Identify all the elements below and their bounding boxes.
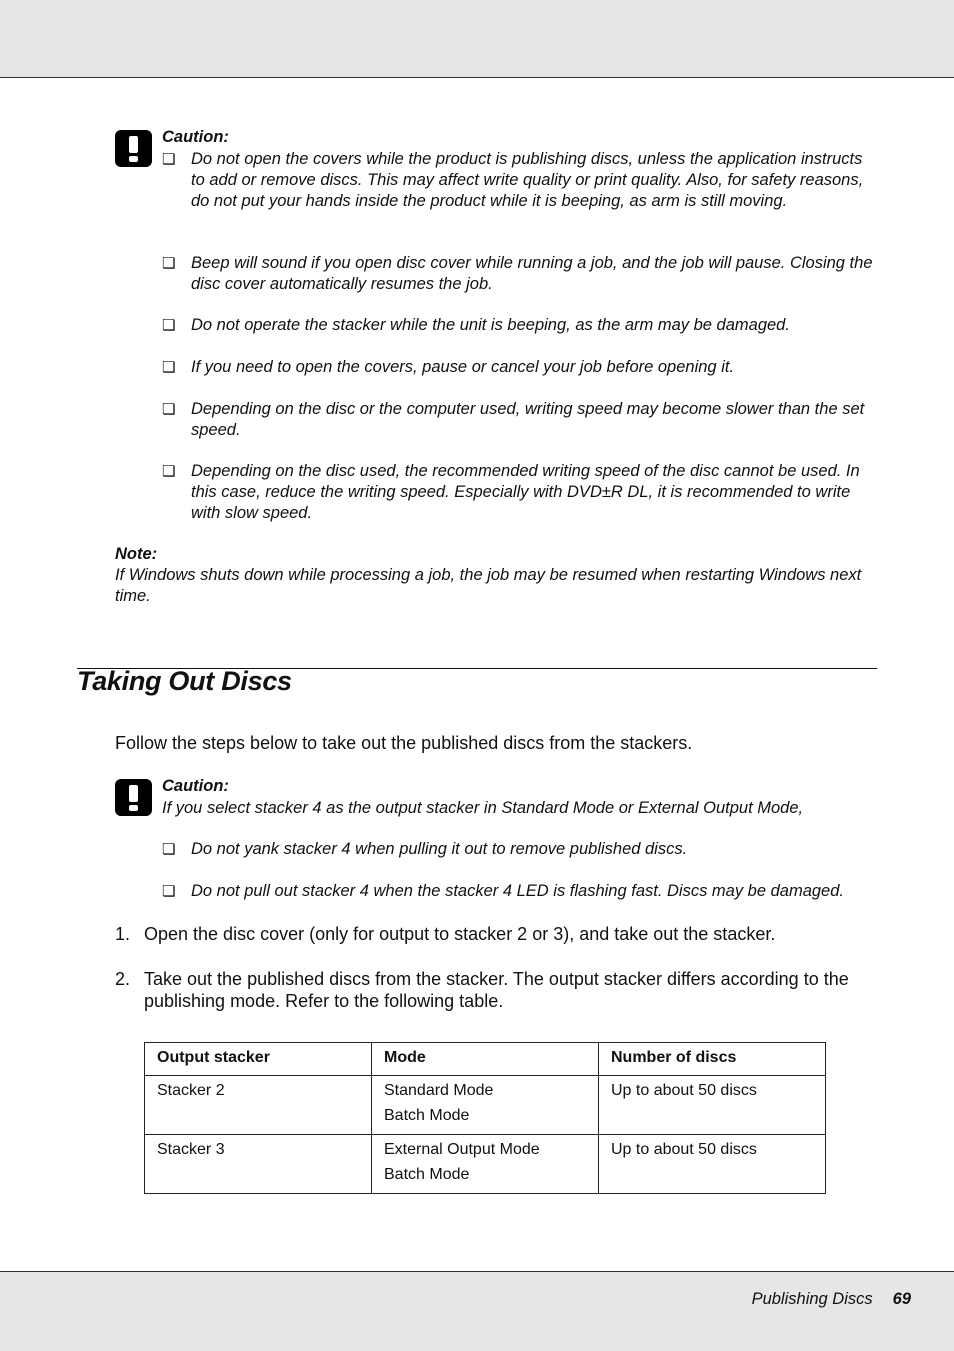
checkbox-bullet-icon: ❏ (162, 359, 176, 376)
column-header: Mode (372, 1043, 599, 1076)
column-header: Output stacker (145, 1043, 372, 1076)
checkbox-bullet-icon: ❏ (162, 255, 176, 272)
step-item: 1. Open the disc cover (only for output to stacker 2 or 3), and take out the stacker. (115, 924, 776, 944)
footer-band (0, 1271, 954, 1351)
caution-label: Caution: (162, 128, 229, 146)
list-item: ❏ If you need to open the covers, pause or cancel your job before opening it. (162, 358, 735, 376)
output-stacker-table (144, 1042, 826, 1194)
list-item: ❏ Depending on the disc or the computer used, writing speed may become slower than the set speed. (162, 400, 865, 439)
checkbox-bullet-icon: ❏ (162, 463, 176, 480)
list-item: ❏ Do not operate the stacker while the unit is beeping, as the arm may be damaged. (162, 316, 790, 334)
page-number: 69 (892, 1290, 911, 1308)
table-cell: Up to about 50 discs (599, 1076, 826, 1135)
caution-text: If you select stacker 4 as the output stacker in Standard Mode or External Output Mode, (162, 799, 804, 817)
header-band (0, 0, 954, 78)
table-cell: Stacker 3 (145, 1135, 372, 1194)
list-item: ❏ Beep will sound if you open disc cover while running a job, and the job will pause. Closing the disc cover automatically resumes the job. (162, 254, 873, 293)
list-item: ❏ Do not yank stacker 4 when pulling it out to remove published discs. (162, 840, 688, 858)
list-item: ❏ Depending on the disc used, the recommended writing speed of the disc cannot be used. In this case, reduce the writing speed. Especially with DVD±R DL, it is recommended to write with slow speed. (162, 462, 860, 522)
intro-text: Follow the steps below to take out the published discs from the stackers. (115, 733, 693, 753)
table-row (145, 1135, 826, 1194)
table-cell: Standard Mode Batch Mode (372, 1076, 599, 1135)
footer-section-title: Publishing Discs (751, 1290, 873, 1308)
table-row (145, 1076, 826, 1135)
caution-label: Caution: (162, 777, 229, 795)
table-cell: Up to about 50 discs (599, 1135, 826, 1194)
column-header: Number of discs (599, 1043, 826, 1076)
step-item: 2. Take out the published discs from the stacker. The output stacker differs according to the publishing mode. Refer to the following table. (115, 969, 849, 1011)
page-footer (752, 1290, 911, 1309)
list-item: ❏ Do not open the covers while the product is publishing discs, unless the application instructs to add or remove discs. This may affect write quality or print quality. Also, for safety reasons, do not put your hands inside the product while it is beeping, as arm is still moving. (162, 150, 864, 210)
table-cell: External Output Mode Batch Mode (372, 1135, 599, 1194)
checkbox-bullet-icon: ❏ (162, 401, 176, 418)
note-label: Note: (115, 545, 158, 563)
section-title: Taking Out Discs (77, 666, 292, 696)
checkbox-bullet-icon: ❏ (162, 317, 176, 334)
caution-icon (115, 779, 152, 816)
checkbox-bullet-icon: ❏ (162, 151, 176, 168)
list-item: ❏ Do not pull out stacker 4 when the stacker 4 LED is flashing fast. Discs may be damaged. (162, 882, 844, 900)
checkbox-bullet-icon: ❏ (162, 841, 176, 858)
table-cell: Stacker 2 (145, 1076, 372, 1135)
caution-icon (115, 130, 152, 167)
table-header-row (145, 1043, 826, 1076)
note-text: If Windows shuts down while processing a job, the job may be resumed when restarting Windows next time. (115, 566, 862, 605)
checkbox-bullet-icon: ❏ (162, 883, 176, 900)
